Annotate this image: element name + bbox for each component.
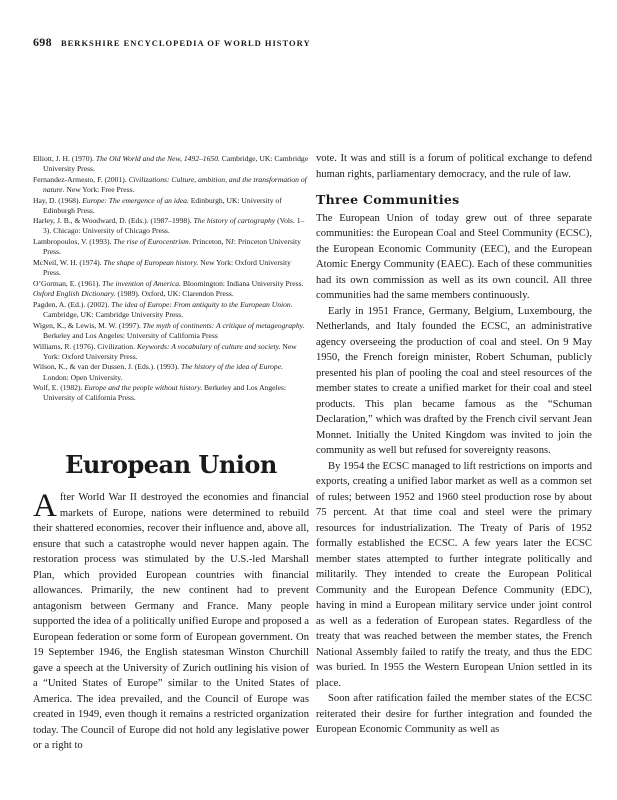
reference-item: Oxford English Dictionary. (1989). Oxford, UK: Clarendon Press. bbox=[33, 289, 234, 299]
references-list bbox=[33, 154, 309, 404]
article-intro bbox=[33, 490, 309, 754]
reference-item: Lambropoulos, V. (1993). The rise of Eurocentrism. Princeton, NJ: Princeton University Press. bbox=[33, 237, 301, 257]
intro-paragraph: After World War II destroyed the economies and financial markets of Europe, nations were determined to rebuild their shattered economies, recover their influence and, above all, ensure that such a catastrophe would never happen again. The restoration process was stimulated by the U.S.-led Marshall Plan, which provided European countries with financial allowances. Primarily, the new continent had to prevent antagonism between Germany and France. Many people supported the idea of a politically unified Europe and proposed a European federation or some form of European government. On 19 September 1946, the English statesman Winston Churchill gave a speech at the University of Zurich outlining his vision of a “United States of Europe” similar to the United States of America. The idea prevailed, and the Council of Europe was created in 1949, even though it remains a restricted organization today. The Council of Europe did not hold any legislative power or a right to bbox=[33, 488, 309, 751]
reference-item: Hay, D. (1968). Europe: The emergence of an idea. Edinburgh, UK: University of Edinburgh Press. bbox=[33, 195, 282, 215]
reference-item: Pagden, A. (Ed.). (2002). The idea of Europe: From antiquity to the European Union. Cambridge, UK: Cambridge University Press. bbox=[33, 300, 293, 320]
drop-cap: A bbox=[33, 488, 57, 524]
page-number: 698 bbox=[33, 35, 52, 49]
reference-item: Wigen, K., & Lewis, M. W. (1997). The myth of continents: A critique of metageography. Berkeley and Los Angeles: University of California Press bbox=[33, 320, 305, 340]
reference-item: McNeil, W. H. (1974). The shape of European history. New York: Oxford University Press. bbox=[33, 257, 291, 277]
reference-item: Elliott, J. H. (1970). The Old World and the New, 1492–1650. Cambridge, UK: Cambridge University Press. bbox=[33, 154, 309, 174]
reference-item: Harley, J. B., & Woodward, D. (Eds.). (1987–1998). The history of cartography (Vols. 1–3). Chicago: University of Chicago Press. bbox=[33, 216, 305, 236]
continuation-paragraph: vote. It was and still is a forum of political exchange to defend human rights, parliamentary democracy, and the rule of law. bbox=[316, 153, 592, 180]
running-title: BERKSHIRE ENCYCLOPEDIA OF WORLD HISTORY bbox=[60, 38, 311, 48]
section-heading: Three Communities bbox=[316, 192, 460, 207]
reference-item: Williams, R. (1976). Civilization. Keywords: A vocabulary of culture and society. New York: Oxford University Press. bbox=[33, 341, 297, 361]
reference-item: O’Gorman, E. (1961). The invention of America. Bloomington: Indiana University Press. bbox=[33, 278, 304, 288]
article-continuation bbox=[316, 151, 592, 738]
body-paragraph: The European Union of today grew out of three separate communities: the European Coal and Steel Community (ECSC), the European Economic Community (EEC), and the European Atomic Energy Community (EAEC). Each of these communities had its own commission as well as its own council. All three communities had the same members continuously. bbox=[316, 212, 592, 301]
reference-item: Wilson, K., & van der Dussen, J. (Eds.). (1993). The history of the idea of Europe. London: Open University. bbox=[33, 362, 283, 382]
body-paragraph: Soon after ratification failed the member states of the ECSC reiterated their desire for further integration and founded the European Economic Community as well as bbox=[316, 693, 592, 735]
reference-item: Fernandez-Armesto, F. (2001). Civilizations: Culture, ambition, and the transformation of nature. New York: Free Press. bbox=[33, 174, 307, 194]
reference-item: Wolf, E. (1982). Europe and the people without history. Berkeley and Los Angeles: University of California Press. bbox=[33, 383, 287, 403]
body-paragraph: Early in 1951 France, Germany, Belgium, Luxembourg, the Netherlands, and Italy founded the ECSC, an administrative agency overseeing the production of coal and steel. On 9 May 1950, the French foreign minister, Robert Schuman, publicly presented his plan of pooling the coal and steel resources of the member states to create a unified market for their coal and steel products. This plan became famous as the “Schuman Declaration,” which was drafted by the French civil servant Jean Monnet. Initially the United Kingdom was invited to join the community as well but refused for sovereignty reasons. bbox=[316, 305, 592, 456]
running-header bbox=[33, 35, 311, 50]
body-paragraph: By 1954 the ECSC managed to lift restrictions on imports and exports, creating a unified labor market as well as a common set of rules; between 1952 and 1960 steel production rose by about 75 percent. At that time coal and steel were the primary resources for industrialization. The Treaty of Paris of 1952 formally established the ECSC. A few years later the ECSC member states attempted to further integrate politically and militarily. They intended to create the European Political Community and the European Defence Community (EDC), having in mind a European military service under joint control as well as a federation of European states. Regardless of the treaty that was reached between the member states, the French National Assembly failed to ratify the treaty, and thus the EDC was buried. In 1955 the Western European Union settled in its place. bbox=[316, 460, 592, 689]
article-title: European Union bbox=[65, 450, 277, 479]
